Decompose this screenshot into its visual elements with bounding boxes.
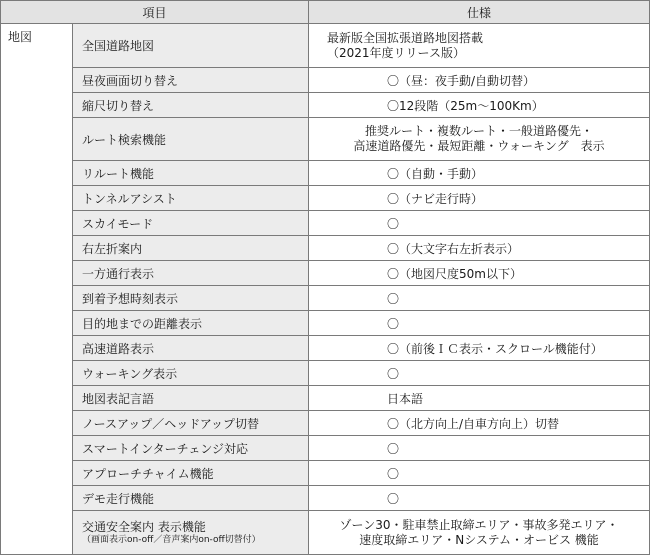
table-row [1, 24, 650, 68]
table-header-row [1, 1, 650, 24]
table-row [1, 261, 650, 286]
item-cell: ルート検索機能 [73, 118, 309, 161]
item-cell: 到着予想時刻表示 [73, 286, 309, 311]
table-row [1, 486, 650, 511]
item-note: （画面表示on-off／音声案内on-off切替付） [82, 534, 261, 545]
spec-cell: 〇 [309, 461, 650, 486]
spec-cell: 〇（昼：夜手動/自動切替） [309, 68, 650, 93]
spec-cell: 〇12段階（25m〜100Km） [309, 93, 650, 118]
item-cell: 右左折案内 [73, 236, 309, 261]
table-row [1, 286, 650, 311]
spec-cell: 〇 [309, 311, 650, 336]
item-cell: スカイモード [73, 211, 309, 236]
table-row [1, 386, 650, 411]
item-cell: トンネルアシスト [73, 186, 309, 211]
table-row [1, 68, 650, 93]
spec-cell: 〇（ナビ走行時） [309, 186, 650, 211]
spec-cell [309, 511, 650, 555]
spec-cell: 〇 [309, 211, 650, 236]
spec-line: 高速道路優先・最短距離・ウォーキング 表示 [353, 139, 605, 153]
spec-line: （2021年度リリース版） [327, 45, 465, 60]
item-cell: 全国道路地図 [73, 24, 309, 68]
table-row [1, 336, 650, 361]
spec-cell: 〇（大文字右左折表示） [309, 236, 650, 261]
item-cell: リルート機能 [73, 161, 309, 186]
item-cell: デモ走行機能 [73, 486, 309, 511]
table-row [1, 93, 650, 118]
spec-cell: 〇（前後ＩＣ表示・スクロール機能付） [309, 336, 650, 361]
spec-cell: 〇 [309, 436, 650, 461]
table-row [1, 411, 650, 436]
table-row [1, 118, 650, 161]
spec-cell [309, 24, 650, 68]
spec-cell [309, 118, 650, 161]
spec-cell: 〇 [309, 286, 650, 311]
item-cell: 高速道路表示 [73, 336, 309, 361]
spec-line: 速度取締エリア・Nシステム・オービス 機能 [359, 532, 599, 547]
spec-cell: 〇（北方向上/自車方向上）切替 [309, 411, 650, 436]
table-row [1, 311, 650, 336]
item-cell: スマートインターチェンジ対応 [73, 436, 309, 461]
item-label: 交通安全案内 表示機能 [82, 519, 206, 534]
item-cell: 地図表記言語 [73, 386, 309, 411]
table-row [1, 436, 650, 461]
item-cell: ウォーキング表示 [73, 361, 309, 386]
spec-cell: 〇（自動・手動） [309, 161, 650, 186]
table-row [1, 511, 650, 555]
spec-line: ゾーン30・駐車禁止取締エリア・事故多発エリア・ [339, 517, 619, 532]
header-item: 項目 [1, 1, 309, 24]
spec-line: 推奨ルート・複数ルート・一般道路優先・ [365, 124, 594, 138]
item-cell [73, 511, 309, 555]
header-spec: 仕様 [309, 1, 650, 24]
table-row [1, 461, 650, 486]
item-cell: 縮尺切り替え [73, 93, 309, 118]
table-row [1, 236, 650, 261]
spec-cell: 〇（地図尺度50m以下） [309, 261, 650, 286]
spec-cell: 日本語 [309, 386, 650, 411]
spec-cell: 〇 [309, 486, 650, 511]
spec-line: 最新版全国拡張道路地図搭載 [327, 30, 484, 45]
item-cell: アプローチチャイム機能 [73, 461, 309, 486]
table-row [1, 186, 650, 211]
item-cell: ノースアップ／ヘッドアップ切替 [73, 411, 309, 436]
item-cell: 目的地までの距離表示 [73, 311, 309, 336]
table-row [1, 161, 650, 186]
spec-cell: 〇 [309, 361, 650, 386]
table-row [1, 211, 650, 236]
item-cell: 一方通行表示 [73, 261, 309, 286]
table-row [1, 361, 650, 386]
category-cell: 地図 [1, 24, 73, 555]
item-cell: 昼夜画面切り替え [73, 68, 309, 93]
